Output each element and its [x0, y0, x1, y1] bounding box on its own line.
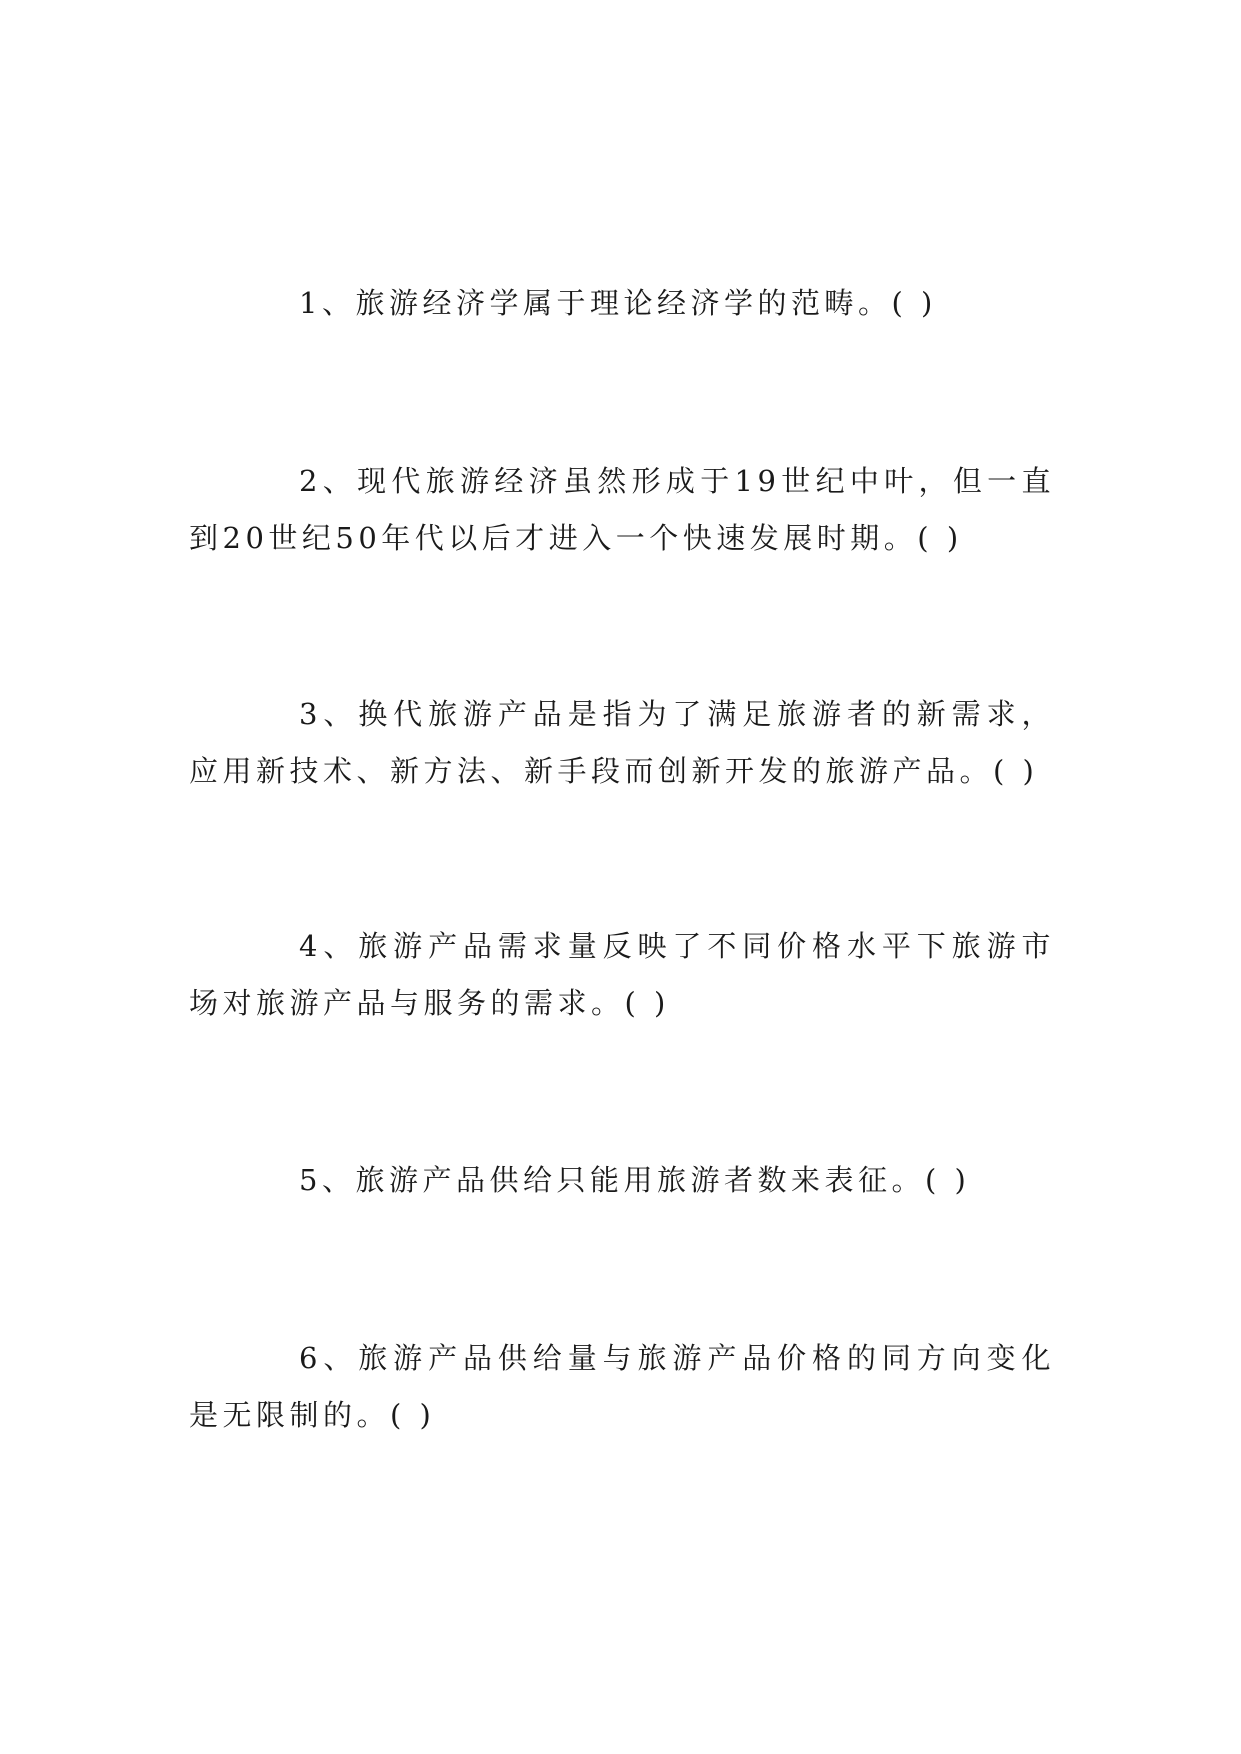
question-4: 4、旅游产品需求量反映了不同价格水平下旅游市场对旅游产品与服务的需求。( ) — [189, 929, 1055, 1020]
question-3: 3、换代旅游产品是指为了满足旅游者的新需求，应用新技术、新方法、新手段而创新开发的旅游产品。( ) — [189, 697, 1055, 788]
question-1: 1、旅游经济学属于理论经济学的范畴。( ) — [299, 286, 937, 320]
question-6: 6、旅游产品供给量与旅游产品价格的同方向变化是无限制的。( ) — [189, 1341, 1055, 1432]
question-2: 2、现代旅游经济虽然形成于19世纪中叶，但一直到20世纪50年代以后才进入一个快速发展时期。( ) — [189, 464, 1055, 555]
question-5: 5、旅游产品供给只能用旅游者数来表征。( ) — [299, 1163, 971, 1197]
